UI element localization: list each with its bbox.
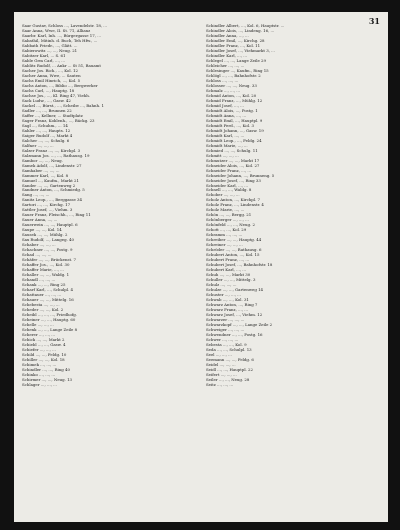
right-column <box>206 24 382 516</box>
directory-entry: Sable Grm Carl, ..., ... <box>22 57 65 63</box>
directory-entry: Schwarz Anton, ..., Ring 7 <box>206 302 258 308</box>
directory-entry: Schenk ..., ..., Lange Zeile 8 <box>22 327 78 333</box>
directory-entry: Schott ..., ..., Kol. 29 <box>206 227 247 233</box>
directory-entry: Scherer ..., ..., ... <box>22 332 55 338</box>
directory-entry: Schiebl ..., ..., Gasw. 4 <box>22 342 66 347</box>
directory-entry: Schmid Anton, ..., Kol. 20 <box>206 92 257 98</box>
directory-entry: Sang ..., ..., ... <box>22 192 50 198</box>
directory-entry: Samhaber ..., ..., ... <box>22 167 60 173</box>
directory-entry: Schachner ..., ..., Postg. 9 <box>22 247 73 253</box>
directory-entry: Schmitt ..., ..., ... <box>206 152 239 158</box>
directory-entry: Scheiner ..., ..., Hauptg. 60 <box>22 317 76 323</box>
directory-entry: Schramm ..., ..., ... <box>206 232 243 238</box>
directory-entry: Schnell ..., ..., Waldg. 8 <box>206 187 252 193</box>
directory-entry: Sebesta ..., ..., Kol. 9 <box>206 342 247 347</box>
directory-entry: Schneider Karl, ..., ... <box>206 182 248 188</box>
directory-entry: Schmidt Johann, ..., Gasw. 19 <box>206 127 264 133</box>
directory-entry: Scholz Marie, ..., ... <box>206 207 245 213</box>
directory-entry: Schindler Franz, ..., Kol. 11 <box>206 42 261 48</box>
directory-entry: Schönberger ..., ..., ... <box>206 217 249 223</box>
directory-entry: Schiefer ..., ..., ... <box>22 346 56 352</box>
directory-entry: Schulz ..., ..., ... <box>206 282 237 288</box>
directory-entry: Schreiber ..., ..., Hauptg. 44 <box>206 237 262 243</box>
directory-entry: Saupe ..., ..., Kol. 14 <box>22 227 62 233</box>
directory-entry: Schindler Emil, ..., Kirchg. 28 <box>206 37 265 43</box>
directory-entry: Sablitz Rudolf, ... Ankr ... St 51, Bauamt <box>22 62 101 68</box>
directory-entry: Schaffer Marie, ..., ... <box>22 267 64 273</box>
directory-entry: Scheibl ..., ..., ..., Friedhofg. <box>22 312 78 318</box>
directory-entry: Schwarz Josef, ..., Viehm. 12 <box>206 312 263 318</box>
directory-entry: Schinko ..., ..., ... <box>22 371 56 377</box>
directory-entry: Sanitz Leop., ..., Berggasse 34 <box>22 197 83 203</box>
directory-entry: Sabbath Friedr., ..., Glätt. ... <box>22 42 78 48</box>
directory-entry: Schmidt Leop., ..., Feldg. 24 <box>206 137 262 143</box>
directory-entry: Schäfer ..., ..., Brückenst. 7 <box>22 257 76 263</box>
directory-entry: Schild ..., ..., Feldg. 10 <box>22 351 67 357</box>
directory-entry: Schmalz ..., ..., ... <box>206 87 240 93</box>
directory-entry: Schirmer ..., ..., Neug. 13 <box>22 376 73 382</box>
directory-entry: Schreiner ..., ..., ... <box>206 242 243 248</box>
directory-entry: Sabathil, Mitinh. d. Buch, Teh Hfw., ... <box>22 37 98 43</box>
directory-entry: Schmidt Marie, ..., ... <box>206 142 248 148</box>
directory-entry: Schleicher ..., ..., ... <box>206 62 245 68</box>
directory-entry: Saar Gustav, Schloss ..., Lavendelstr. 18, ... <box>22 24 107 28</box>
directory-entry: Schweiger ..., ..., ... <box>206 327 245 333</box>
directory-entry: Sauer Anna, ..., ... <box>22 217 58 223</box>
directory-entry: Schneider Josef, ..., Ring 33 <box>206 177 261 183</box>
directory-entry: Salzer Franz ..., ..., Kirchpl. 3 <box>22 147 81 153</box>
directory-entry: Schimek ..., ..., ... <box>22 361 57 367</box>
directory-entry: Saffer ..., Kellner, ... Stadtplatz <box>22 112 83 118</box>
directory-entry: Sadler ..., ..., Brunnen 22 <box>22 107 72 113</box>
directory-entry: Sattler Josef, ..., Viehm. 3 <box>22 207 73 213</box>
directory-entry: Schuster ..., ..., ... <box>206 292 241 298</box>
directory-entry: Schmid Franz, ..., Mühlg. 12 <box>206 97 263 103</box>
directory-entry: Sagl ..., Schuhm., ... 14 <box>22 122 68 128</box>
directory-entry: Seifert ..., ..., ... <box>206 371 237 377</box>
directory-entry: Schmidt Emil, ..., Hauptpl. 9 <box>206 117 263 123</box>
directory-entry: Schindler Karl, ..., ... <box>206 52 247 58</box>
directory-entry: Sachs Anton, ..., Biblio ..., Bergwerker <box>22 82 98 88</box>
directory-entry: Schmied ..., ..., Schulg. 11 <box>206 147 258 153</box>
directory-entry: Seidl ..., ..., Hauptpl. 22 <box>206 366 253 372</box>
directory-entry: Schmidt Alois, ..., Postg. 1 <box>206 107 258 113</box>
directory-entry: Sacher Anna, Wwe, ... Sauten <box>22 72 81 78</box>
directory-entry: Schelle ..., ..., ... <box>22 322 54 328</box>
directory-entry: Scholz Anton, ..., Kirchpl. 7 <box>206 197 260 203</box>
directory-entry: Schneider Johann, ..., Brunneng. 5 <box>206 172 275 178</box>
directory-entry: Salfner ..., ..., ... <box>22 142 54 148</box>
directory-entry: Sartori ..., ..., Kirchg. 17 <box>22 202 71 208</box>
directory-entry: Sandner Anton, ..., Schmiedg. 5 <box>22 187 85 193</box>
directory-entry: Schindler Anna, ..., ... <box>206 32 249 38</box>
directory-entry: Sammer Karl, ..., Kol. 8 <box>22 172 69 178</box>
left-column <box>22 24 198 516</box>
columns-container <box>22 24 382 516</box>
directory-entry: Sax Rudolf, ..., Langeg. 40 <box>22 237 75 243</box>
directory-entry: Seidel ..., ..., ... <box>206 361 236 367</box>
directory-entry: Schulze ..., ..., Gartenweg 14 <box>206 287 264 293</box>
directory-entry: Seemann ..., ..., Feldg. 6 <box>206 356 254 362</box>
directory-entry: Schneider Alois, ..., Kol. 27 <box>206 162 260 168</box>
directory-entry: Schaffer Jos., ..., Kol. 30 <box>22 262 70 268</box>
directory-entry: Schlegel ..., ..., Lange Zeile 29 <box>206 57 266 63</box>
directory-entry: Salzmann Jos. ..., ..., Rathausg. 19 <box>22 152 90 158</box>
directory-entry: Schober ..., ..., ... <box>206 192 240 198</box>
directory-entry: Schlesinger ..., Kaufm., Ring 15 <box>206 67 269 73</box>
directory-entry: Schindler Albert, ..., Kol. 6, Hauptstr. ... <box>206 24 285 28</box>
directory-entry: Sacher Jos. Rich., ..., Kol. 12 <box>22 67 79 73</box>
directory-entry: Sachse Jos., ..., Kl. Ring 47, Viehh. <box>22 92 90 98</box>
directory-entry: Schwarzkopf ..., ..., Lange Zeile 2 <box>206 322 273 328</box>
directory-entry: Sambor ..., ..., Neug. <box>22 157 63 163</box>
directory-entry: Schiller ..., ..., Kol. 18 <box>22 356 65 362</box>
directory-entry: Saarbr. Karl, Inh. ..., Bürgergasse 17, ... <box>22 32 101 38</box>
directory-entry: Schmidt Karl, ..., ... <box>206 132 245 138</box>
directory-entry: Schön ..., ..., Bergg. 21 <box>206 212 252 218</box>
directory-entry: Schlosser ..., ..., Neug. 33 <box>206 82 257 88</box>
directory-entry: Sabitzer Karl, ... S. 61 <box>22 52 66 58</box>
directory-entry: Schattauer ..., ..., ... <box>22 292 62 298</box>
directory-entry: Schröder ..., ..., Rathausg. 6 <box>206 247 262 253</box>
directory-entry: Schuller ..., ..., Mittelg. 3 <box>206 277 256 283</box>
directory-entry: Schlager ..., ..., ... <box>22 381 57 387</box>
directory-entry: Salcher ..., ..., Schulg. 6 <box>22 137 70 143</box>
directory-entry: Schmid Josef, ..., ... <box>206 102 244 108</box>
directory-entry: Sauerwein ..., ..., Hauptpl. 6 <box>22 222 78 228</box>
directory-entry: Schmutzer ..., ..., Markt 17 <box>206 157 260 163</box>
directory-entry: Schad ..., ..., ... <box>22 252 52 258</box>
directory-page <box>14 12 388 522</box>
directory-entry: Schwarz Franz, ..., ... <box>206 307 248 313</box>
directory-entry: Schaller ..., ..., Waldg. 1 <box>22 272 70 278</box>
directory-entry: Schauer ..., ..., Mittelg. 16 <box>22 297 74 303</box>
directory-entry: Sackel ..., Bürst., ..., Scheibe ..., Bahnh. 1 <box>22 102 104 108</box>
directory-entry: Schwer ..., ..., ... <box>206 337 239 343</box>
directory-entry: Schindler ..., ..., Ring 40 <box>22 366 70 372</box>
directory-entry: Schwarzer ..., ..., ... <box>206 317 245 323</box>
directory-entry: Schindler Alois, ..., Lindeng. 16, ... <box>206 27 275 33</box>
directory-entry: Schebesta ..., ..., ... <box>22 302 60 308</box>
directory-entry: Schuh ..., ..., Markt 30 <box>206 272 251 278</box>
directory-entry: Sachs Emil Hinrich, ..., Kol. 5 <box>22 77 81 83</box>
directory-entry: Schandl ..., ..., ... <box>22 277 56 283</box>
directory-entry: Sander ..., ..., Gartenweg 2 <box>22 182 76 188</box>
directory-entry: Schubert Franz, ..., ... <box>206 257 250 263</box>
page-number: 31 <box>368 16 380 26</box>
directory-entry: Schmidt Ferd., ..., Kol. 3 <box>206 122 254 128</box>
directory-entry: Scharf Karl, ..., Schulpl. 4 <box>22 287 73 293</box>
directory-entry: Schönfeld ..., ..., Neug. 2 <box>206 222 255 228</box>
directory-entry: Sager Franz, Kohlenh., ..., Bäckg. 23 <box>22 117 95 123</box>
directory-entry: Sack Ludw., ..., Gasw. 42 <box>22 97 71 103</box>
directory-entry: Schneider Franz, ..., ... <box>206 167 252 173</box>
directory-entry: Scholz Franz, ..., Lindenstr. 4 <box>206 202 264 208</box>
directory-entry: Sausek ..., ..., Mühlg. 2 <box>22 232 68 238</box>
directory-entry: Seda ..., ..., Schulpl. 13 <box>206 346 252 352</box>
directory-entry: Schloss ..., ..., ... <box>206 77 239 83</box>
directory-entry: Seitz ..., ..., ... <box>206 381 234 387</box>
directory-entry: Samek Adolf, ..., Lindenstr. 27 <box>22 162 82 168</box>
directory-entry: Saiger Rudolf ..., Markt 4 <box>22 132 73 138</box>
directory-entry: Seiler ..., ..., Neug. 28 <box>206 376 250 382</box>
directory-entry: Sauer Franz, Fleischh., ..., Ring 11 <box>22 212 91 218</box>
directory-entry: Samuel ..., Kaufm., Markt 21 <box>22 177 79 183</box>
directory-entry: Schmidt Anna, ..., ... <box>206 112 247 118</box>
directory-entry: Schindler Josef, ..., Viehmarkt 3, ... <box>206 47 275 53</box>
directory-entry: Schwab ..., ..., Kol. 31 <box>206 297 249 303</box>
directory-entry: Schwendner ..., ..., Postg. 16 <box>206 332 263 338</box>
directory-entry: Sabierowitz ..., ..., Neug. 21 <box>22 47 78 53</box>
directory-entry: Schlögl ..., ..., Bahnhofstr. 2 <box>206 72 261 78</box>
directory-entry: Scheder ..., ..., Kol. 2 <box>22 307 64 313</box>
directory-entry: Schick ..., ..., Markt 2 <box>22 337 65 343</box>
directory-entry: Schubert Josef, ..., Bahnhofstr. 18 <box>206 262 273 268</box>
directory-entry: Sahler ..., ..., Haupts. 12 <box>22 127 71 133</box>
directory-entry: Schank ..., ..., Ring 25 <box>22 282 66 288</box>
directory-entry: Schubert Anton, ..., Kol. 15 <box>206 252 260 258</box>
directory-entry: Saar Anna, Wwe, II. St. 71, Allianz <box>22 27 91 33</box>
directory-entry: Schaber ..., ..., ... <box>22 242 56 248</box>
directory-entry: Sachs Carl, ..., Hauptg. 18 <box>22 87 75 93</box>
directory-entry: Seel ..., ..., ... <box>206 351 232 357</box>
directory-entry: Schubert Karl, ..., ... <box>206 267 247 273</box>
